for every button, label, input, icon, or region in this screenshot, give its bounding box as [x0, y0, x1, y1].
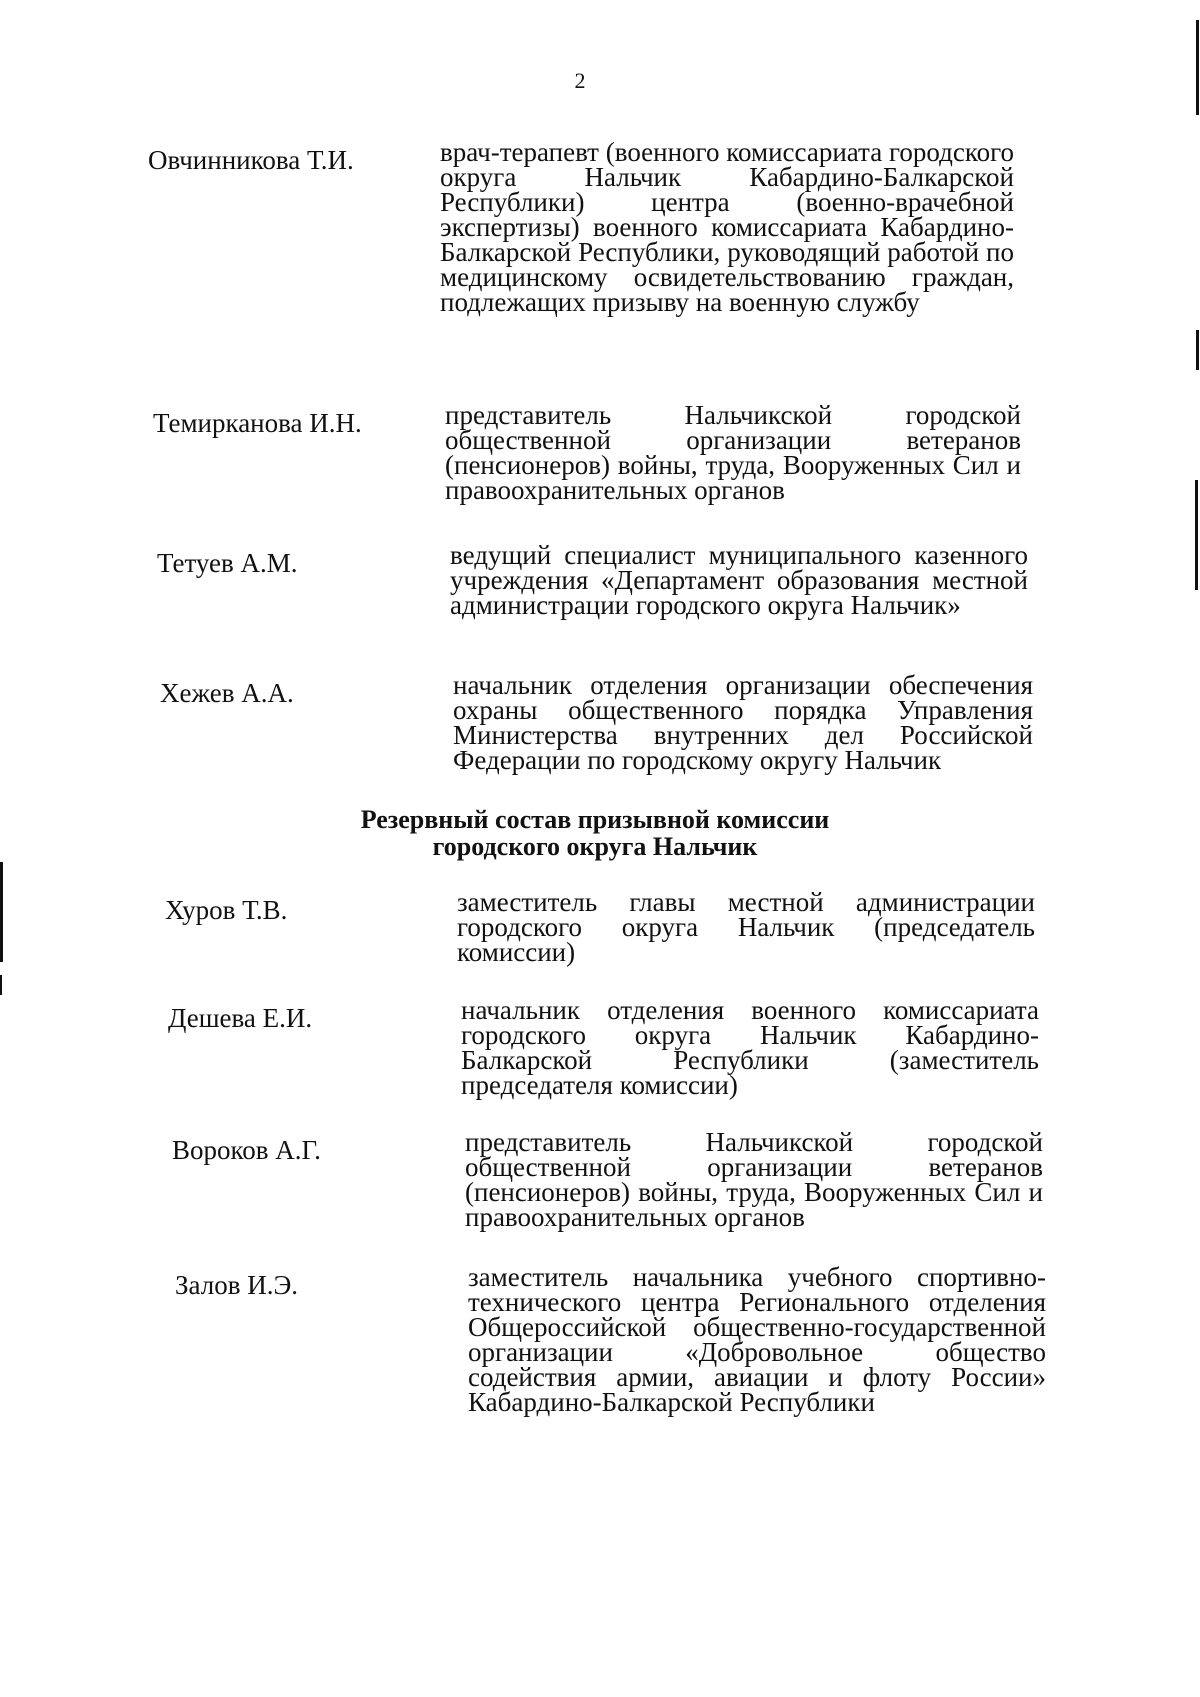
member-position: начальник отделения организации обеспечения охраны общественного порядка Управления Министерства внутренних дел Российской Федерации по городскому округу Нальчик [453, 670, 1033, 775]
section-title-line: Резервный состав призывной комиссии [360, 805, 830, 834]
section-title [0, 806, 1190, 860]
member-name: Хуров Т.В. [165, 895, 288, 925]
member-name: Залов И.Э. [175, 1270, 299, 1300]
member-name: Темирканова И.Н. [153, 408, 362, 438]
scan-edge-mark [0, 975, 2, 995]
member-position: заместитель начальника учебного спортивно-технического центра Регионального отделения Общероссийской общественно-государственной организации «Добровольное общество содействия армии, авиации и флоту России» Кабардино-Балкарской Республики [468, 1262, 1046, 1417]
member-position: врач-терапевт (военного комиссариата городского округа Нальчик Кабардино-Балкарской Республики) центра (военно-врачебной экспертизы) военного комиссариата Кабардино-Балкарской Республики, руководящий работой по медицинскому освидетельствованию граждан, подлежащих призыву на военную службу [440, 137, 1014, 317]
member-position: заместитель главы местной администрации городского округа Нальчик (председатель комиссии) [457, 887, 1035, 967]
member-position: начальник отделения военного комиссариата городского округа Нальчик Кабардино-Балкарской Республики (заместитель председателя комиссии) [461, 995, 1039, 1100]
scan-edge-mark [1195, 480, 1198, 590]
member-name: Вороков А.Г. [172, 1135, 321, 1165]
member-position: представитель Нальчикской городской общественной организации ветеранов (пенсионеров) войны, труда, Вооруженных Сил и правоохранительных органов [465, 1127, 1043, 1232]
page-number: 2 [574, 68, 586, 93]
member-name: Дешева Е.И. [168, 1003, 313, 1033]
member-position: ведущий специалист муниципального казенного учреждения «Департамент образования местной администрации городского округа Нальчик» [450, 540, 1028, 620]
member-position: представитель Нальчикской городской общественной организации ветеранов (пенсионеров) войны, труда, Вооруженных Сил и правоохранительных органов [445, 400, 1021, 505]
member-name: Тетуев А.М. [157, 548, 298, 578]
section-title-line: городского округа Нальчик [432, 832, 758, 861]
member-name: Хежев А.А. [160, 678, 294, 708]
scan-edge-mark [1196, 20, 1199, 115]
member-name: Овчинникова Т.И. [148, 145, 354, 175]
scan-edge-mark [1196, 330, 1199, 370]
scan-edge-mark [0, 862, 3, 962]
